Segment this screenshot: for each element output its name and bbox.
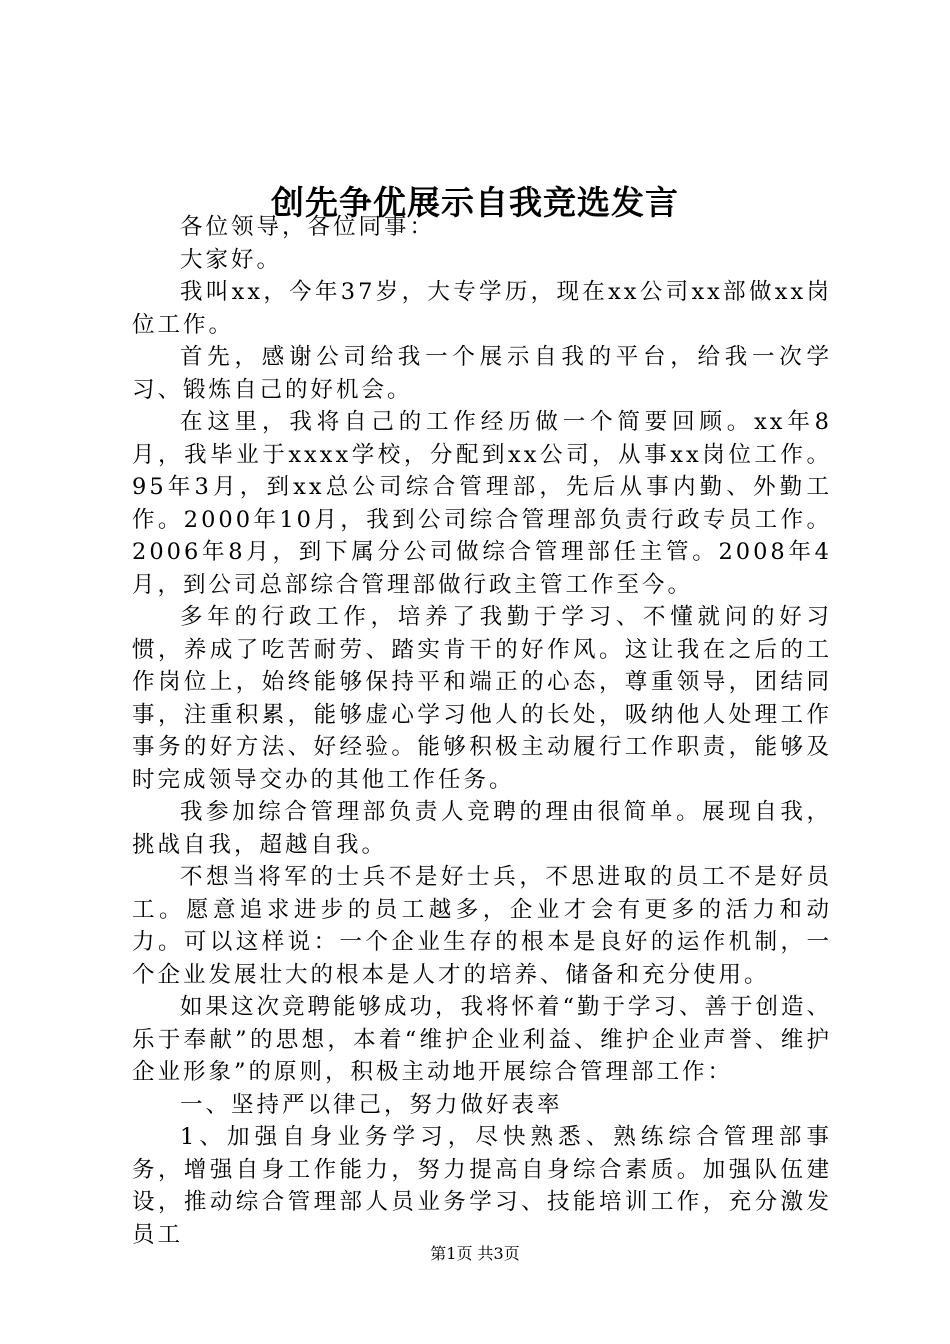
paragraph-reason: 我参加综合管理部负责人竞聘的理由很简单。展现自我，挑战自我，超越自我。 [132, 799, 832, 858]
paragraph-plan: 如果这次竞聘能够成功，我将怀着“勤于学习、善于创造、乐于奉献”的思想，本着“维护企业利益、维护企业声誉、维护企业形象”的原则，积极主动地开展综合管理部工作： [132, 994, 833, 1085]
paragraph-item-1: 1、加强自身业务学习，尽快熟悉、熟练综合管理部事务，增强自身工作能力，努力提高自身综合素质。加强队伍建设，推动综合管理部人员业务学习、技能培训工作，充分激发员工 [132, 1124, 832, 1248]
paragraph-introduction: 我叫xx，今年37岁，大专学历，现在xx公司xx部做xx岗位工作。 [132, 279, 832, 338]
paragraph-experience: 多年的行政工作，培养了我勤于学习、不懂就问的好习惯，养成了吃苦耐劳、踏实肯干的好作风。这让我在之后的工作岗位上，始终能够保持平和端正的心态，尊重领导，团结同事，注重积累，能够虚心学习他人的长处，吸纳他人处理工作事务的好方法、好经验。能够积极主动履行工作职责，能够及时完成领导交办的其他工作任务。 [132, 604, 832, 793]
page-footer: 第1页 共3页 [430, 1244, 520, 1263]
paragraph-salutation: 各位领导，各位同事： [180, 214, 436, 240]
paragraph-thanks: 首先，感谢公司给我一个展示自我的平台，给我一次学习、锻炼自己的好机会。 [132, 344, 832, 403]
paragraph-motivation: 不想当将军的士兵不是好士兵，不思进取的员工不是好员工。愿意追求进步的员工越多，企业才会有更多的活力和动力。可以这样说：一个企业生存的根本是良好的运作机制，一个企业发展壮大的根本是人才的培养、储备和充分使用。 [132, 864, 832, 988]
paragraph-work-history: 在这里，我将自己的工作经历做一个简要回顾。xx年8月，我毕业于xxxx学校，分配到xx公司，从事xx岗位工作。95年3月，到xx总公司综合管理部，先后从事内勤、外勤工作。2000年10月，我到公司综合管理部负责行政专员工作。2006年8月，到下属分公司做综合管理部任主管。2008年4月，到公司总部综合管理部做行政主管工作至今。 [132, 409, 832, 598]
paragraph-greeting: 大家好。 [180, 246, 283, 273]
document-title: 创先争优展示自我竞选发言 [271, 183, 679, 222]
document-body [132, 211, 832, 1251]
paragraph-section-heading: 一、坚持严以律己，努力做好表率 [180, 1091, 563, 1118]
